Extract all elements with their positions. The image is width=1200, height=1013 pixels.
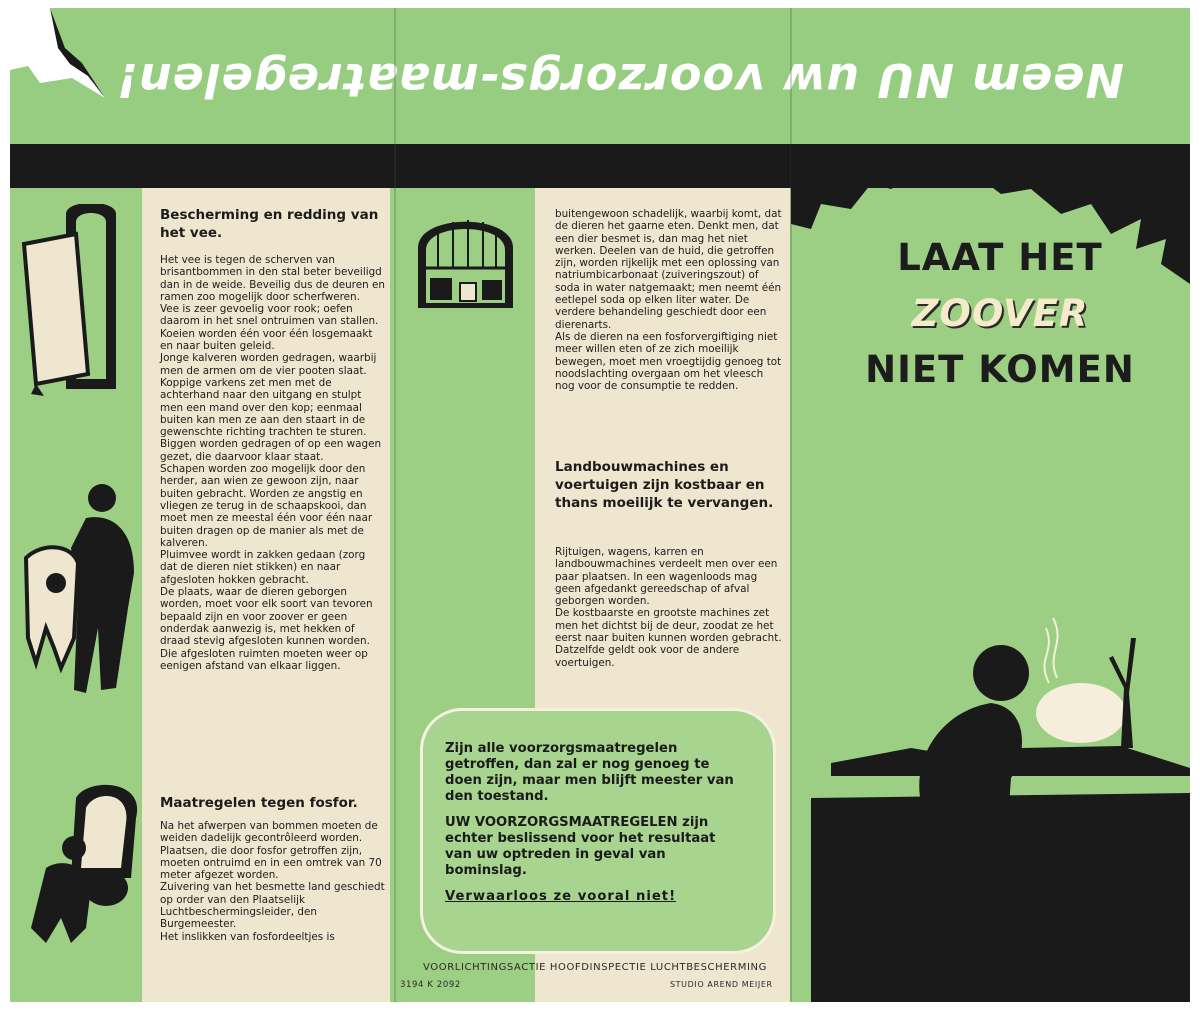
- top-banner: [10, 8, 1190, 144]
- callout-box: [420, 708, 776, 954]
- section-text-phosphorus: Na het afwerpen van bommen moeten de weiden dadelijk gecontrôleerd worden. Plaatsen, die door fosfor getroffen zijn, moeten ontruimd en in een omtrek van 70 meter afgezet worden. Zuivering van het besmette land geschiedt op order van den Plaatselijk Luchtbeschermingsleider, den Burgemeester. Het inslikken van fosfordeeltjes is: [160, 820, 385, 943]
- title-line-1: LAAT HET: [897, 236, 1103, 279]
- leaflet-sheet: [10, 8, 1190, 1002]
- banner-title: Neem NU uw voorzorgs-maatregelen!: [116, 53, 1125, 107]
- silhouette-scene: [791, 598, 1190, 1002]
- title-line-2: ZOOVER: [911, 292, 1089, 335]
- section-heading-machines: Landbouwmachines en voertuigen zijn kostbaar en thans moeilijk te vervangen.: [555, 459, 774, 511]
- torn-corner: [10, 8, 120, 118]
- title-line-3: NIET KOMEN: [865, 348, 1135, 391]
- callout-paragraph-1: Zijn alle voorzorgsmaatregelen getroffen, dan zal er nog genoeg te doen zijn, maar men blijft meester van den toestand.: [445, 741, 734, 804]
- footer-studio: STUDIO AREND MEIJER: [670, 980, 773, 989]
- callout-cta: Verwaarloos ze vooral niet!: [445, 889, 677, 904]
- callout-paragraph-2: UW VOORZORGSMAATREGELEN zijn echter beslissend voor het resultaat van uw optreden in geval van bominslag.: [445, 815, 716, 878]
- phosphorus-worker-illustration: [16, 778, 146, 958]
- section-text-phosphorus-cont: buitengewoon schadelijk, waarbij komt, dat de dieren het gaarne eten. Denkt men, dat een dier besmet is, dan mag het niet werken. Deelen van de huid, die getroffen zijn, worden rijkelijk met een oplossing van natriumbicarbonaat (zuiveringszout) of soda in water natgemaakt; men neemt één eetlepel soda op elken liter water. De verdere behandeling geschiedt door een dierenarts. Als de dieren na een fosforvergiftiging niet meer willen eten of ze zich moeilijk bewegen, moet men vroegtijdig genoeg tot noodslachting overgaan om het vleesch nog voor de consumptie te redden.: [555, 208, 782, 393]
- section-text-livestock: Het vee is tegen de scherven van brisantbommen in den stal beter beveiligd dan in de weide. Beveilig dus de deuren en ramen zoo mogelijk door scherfweren. Vee is zeer gevoelig voor rook; oefen daarom in het snel ontruimen van stallen. Koeien worden één voor één losgemaakt en naar buiten geleid. Jonge kalveren worden gedragen, waarbij men de armen om de vier pooten slaat. Koppige varkens zet men met de achterhand naar den uitgang en stulpt men een mand over den kop; eenmaal buiten kan men ze aan den staart in de gewenschte richting trachten te sturen. Biggen worden gedragen of op een wagen gezet, die daarvoor klaar staat. Schapen worden zoo mogelijk door den herder, aan wien ze gewoon zijn, naar buiten gebracht. Worden ze angstig en vliegen ze terug in de schaapskooi, dan moet men ze meestal één voor één naar buiten dragen op de manier als met de kalveren. Pluimvee wordt in zakken gedaan (zorg dat de dieren niet stikken) en naar afgesloten hokken gebracht. De plaats, waar de dieren geborgen worden, moet voor elk soort van tevoren bepaald zijn en voor zoover er geen onderdak aanwezig is, met hekken of draad stevig afgesloten kunnen worden. Die afgesloten ruimten moeten weer op eenigen afstand van elkaar liggen.: [160, 254, 385, 672]
- section-heading-livestock: Bescherming en redding van het vee.: [160, 207, 379, 241]
- section-text-machines: Rijtuigen, wagens, karren en landbouwmachines verdeelt men over een paar plaatsen. In een wagenloods mag geen afgedankt gereedschap of afval geborgen worden. De kostbaarste en grootste machines zet men het dichtst bij de deur, zoodat ze het eerst naar buiten kunnen worden gebracht. Datzelfde geldt ook voor de andere voertuigen.: [555, 546, 782, 669]
- right-panel-title: [850, 230, 1150, 398]
- shed-illustration: [408, 208, 523, 323]
- farmer-with-cow-illustration: [16, 478, 146, 698]
- stable-door-illustration: [16, 204, 126, 404]
- section-heading-phosphorus: Maatregelen tegen fosfor.: [160, 795, 358, 811]
- footer-credit: VOORLICHTINGSACTIE HOOFDINSPECTIE LUCHTBESCHERMING: [423, 962, 767, 973]
- footer-code: 3194 K 2092: [400, 980, 461, 990]
- fold-line-1: [394, 8, 396, 1002]
